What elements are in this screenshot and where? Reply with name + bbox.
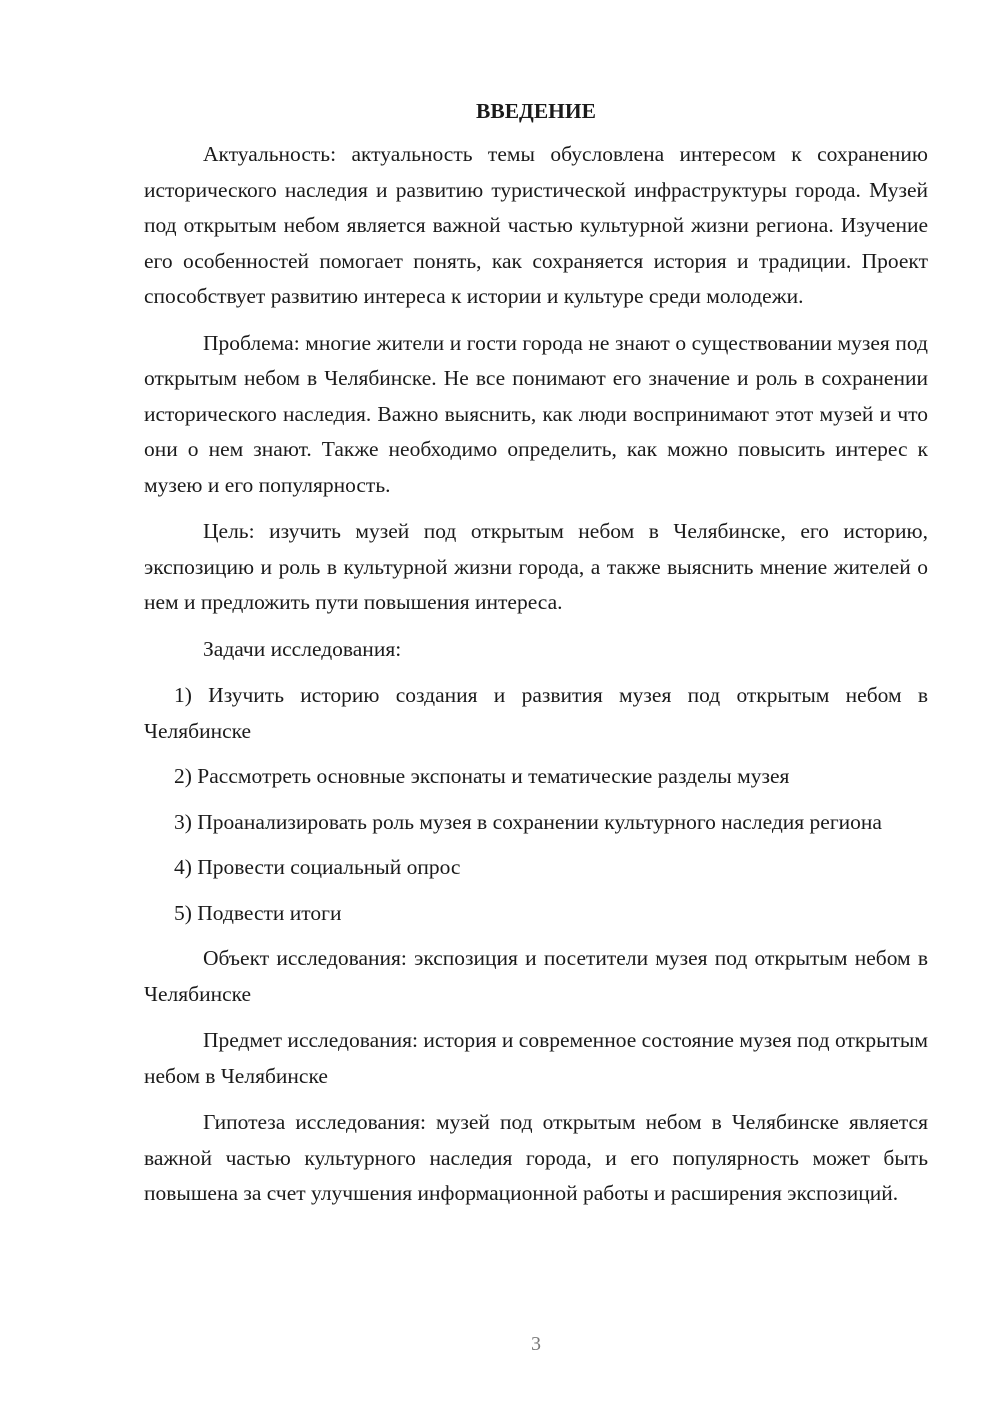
- task-item-1: 1) Изучить историю создания и развития музея под открытым небом в Челябинске: [144, 683, 928, 743]
- task-item-4: 4) Провести социальный опрос: [174, 855, 461, 879]
- tasks-title: Задачи исследования:: [203, 636, 402, 661]
- page-content: [144, 96, 928, 1223]
- subject-paragraph: Предмет исследования: история и современное состояние музея под открытым небом в Челябинске: [144, 1028, 928, 1088]
- hypothesis-paragraph: Гипотеза исследования: музей под открытым небом в Челябинске является важной частью культурного наследия города, и его популярность может быть повышена за счет улучшения информационной работы и расширения экспозиций.: [144, 1110, 928, 1205]
- task-item-3: 3) Проанализировать роль музея в сохранении культурного наследия региона: [174, 809, 882, 834]
- task-item-2: 2) Рассмотреть основные экспонаты и тематические разделы музея: [174, 764, 790, 788]
- relevance-paragraph: Актуальность: актуальность темы обусловлена интересом к сохранению исторического наследия и развитию туристической инфраструктуры города. Музей под открытым небом является важной частью культурной жизни региона. Изучение его особенностей помогает понять, как сохраняется история и традиции. Проект способствует развитию интереса к истории и культуре среди молодежи.: [144, 142, 928, 308]
- section-heading: ВВЕДЕНИЕ: [476, 99, 596, 123]
- goal-paragraph: Цель: изучить музей под открытым небом в Челябинске, его историю, экспозицию и роль в культурной жизни города, а также выяснить мнение жителей о нем и предложить пути повышения интереса.: [144, 519, 928, 614]
- problem-paragraph: Проблема: многие жители и гости города не знают о существовании музея под открытым небом в Челябинске. Не все понимают его значение и роль в сохранении исторического наследия. Важно выяснить, как люди воспринимают этот музей и что они о нем знают. Также необходимо определить, как можно повысить интерес к музею и его популярность.: [144, 330, 928, 497]
- page-number: 3: [531, 1333, 541, 1355]
- task-item-5: 5) Подвести итоги: [174, 900, 342, 925]
- object-paragraph: Объект исследования: экспозиция и посетители музея под открытым небом в Челябинске: [144, 946, 928, 1006]
